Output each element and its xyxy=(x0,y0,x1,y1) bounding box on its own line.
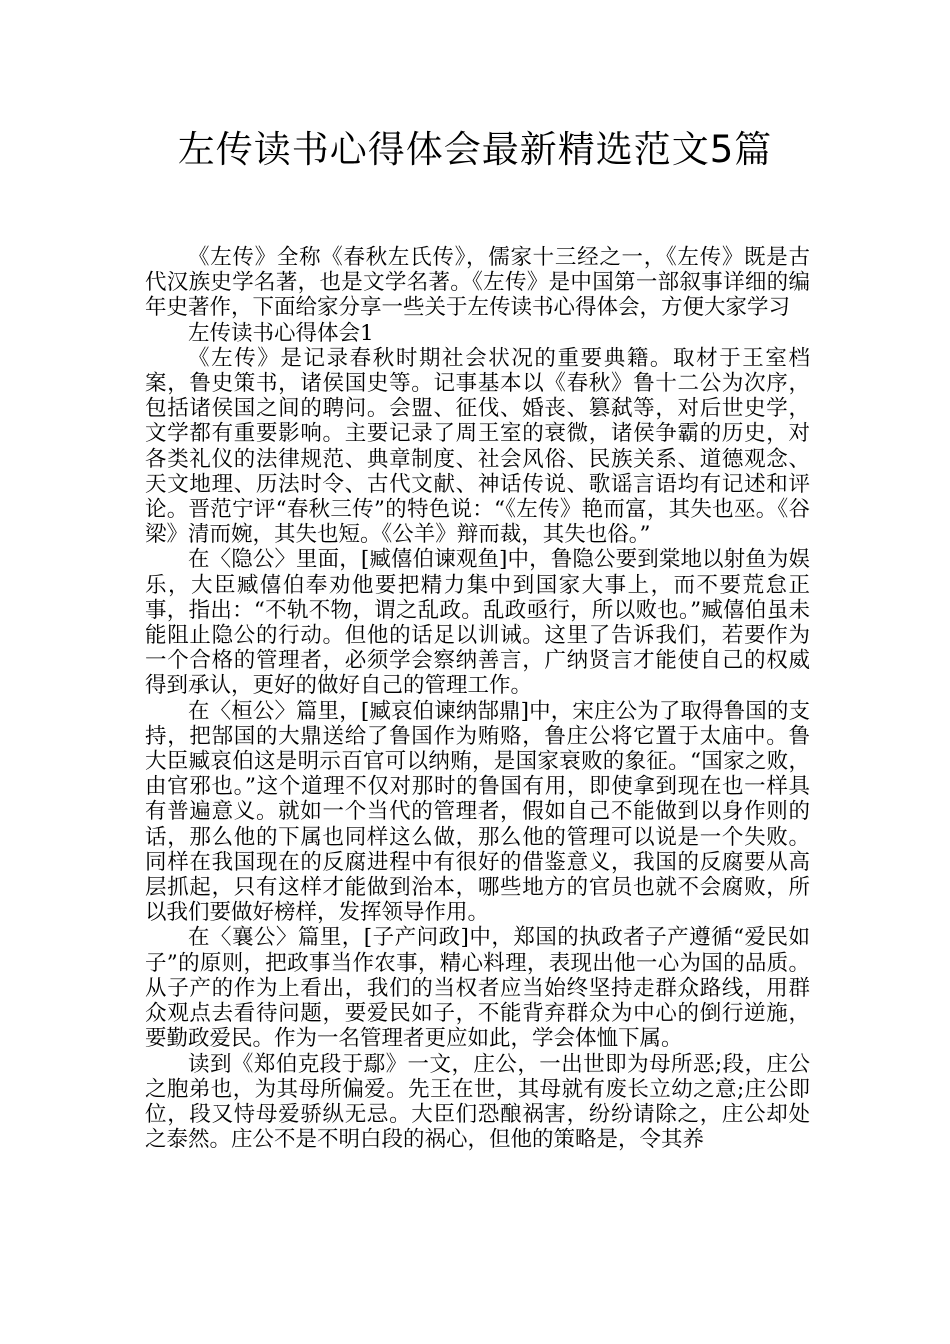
section-heading: 左传读书心得体会1 xyxy=(188,320,374,346)
body-paragraph: 在〈桓公〉篇里，[臧哀伯谏纳郜鼎]中，宋庄公为了取得鲁国的支持，把郜国的大鼎送给了鲁国作为贿赂，鲁庄公将它置于太庙中。鲁大臣臧哀伯这是明示百官可以纳贿，是国家衰败的象征。“国家之败，由官邪也。”这个道理不仅对那时的鲁国有用，即使拿到现在也一样具有普遍意义。就如一个当代的管理者，假如自己不能做到以身作则的话，那么他的下属也同样这么做，那么他的管理可以说是一个失败。同样在我国现在的反腐进程中有很好的借鉴意义，我国的反腐要从高层抓起，只有这样才能做到治本，哪些地方的官员也就不会腐败，所以我们要做好榜样，发挥领导作用。 xyxy=(145,698,810,926)
body-paragraph: 在〈襄公〉篇里，[子产问政]中，郑国的执政者子产遵循“爱民如子”的原则，把政事当作农事，精心料理，表现出他一心为国的品质。从子产的作为上看出，我们的当权者应当始终坚持走群众路线，用群众观点去看待问题，要爱民如子，不能背弃群众为中心的倒行逆施，要勤政爱民。作为一名管理者更应如此，学会体恤下属。 xyxy=(145,925,810,1052)
body-paragraph: 《左传》是记录春秋时期社会状况的重要典籍。取材于王室档案，鲁史策书，诸侯国史等。记事基本以《春秋》鲁十二公为次序，包括诸侯国之间的聘问。会盟、征伐、婚丧、篡弑等，对后世史学，文学都有重要影响。主要记录了周王室的衰微，诸侯争霸的历史，对各类礼仪的法律规范、典章制度、社会风俗、民族关系、道德观念、天文地理、历法时令、古代文献、神话传说、歌谣言语均有记述和评论。晋范宁评“春秋三传”的特色说：“《左传》艳而富，其失也巫。《谷梁》清而婉，其失也短。《公羊》辩而裁，其失也俗。” xyxy=(145,345,810,548)
document-body xyxy=(145,245,810,1152)
body-paragraph: 读到《郑伯克段于鄢》一文，庄公，一出世即为母所恶;段，庄公之胞弟也，为其母所偏爱。先王在世，其母就有废长立幼之意;庄公即位，段又恃母爱骄纵无忌。大臣们恐酿祸害，纷纷请除之，庄公却处之泰然。庄公不是不明白段的祸心，但他的策略是，令其养 xyxy=(145,1051,810,1153)
body-paragraph: 在〈隐公〉里面，[臧僖伯谏观鱼]中，鲁隐公要到棠地以射鱼为娱乐，大臣臧僖伯奉劝他要把精力集中到国家大事上，而不要荒怠正事，指出：“不轨不物，谓之乱政。乱政亟行，所以败也。”臧僖伯虽未能阻止隐公的行动。但他的话足以训诫。这里了告诉我们，若要作为一个合格的管理者，必须学会察纳善言，广纳贤言才能使自己的权威得到承认，更好的做好自己的管理工作。 xyxy=(145,547,810,699)
document-title: 左传读书心得体会最新精选范文5篇 xyxy=(177,128,773,171)
intro-paragraph: 《左传》全称《春秋左氏传》，儒家十三经之一，《左传》既是古代汉族史学名著，也是文学名著。《左传》是中国第一部叙事详细的编年史著作，下面给家分享一些关于左传读书心得体会，方便大家学习 xyxy=(145,245,810,321)
